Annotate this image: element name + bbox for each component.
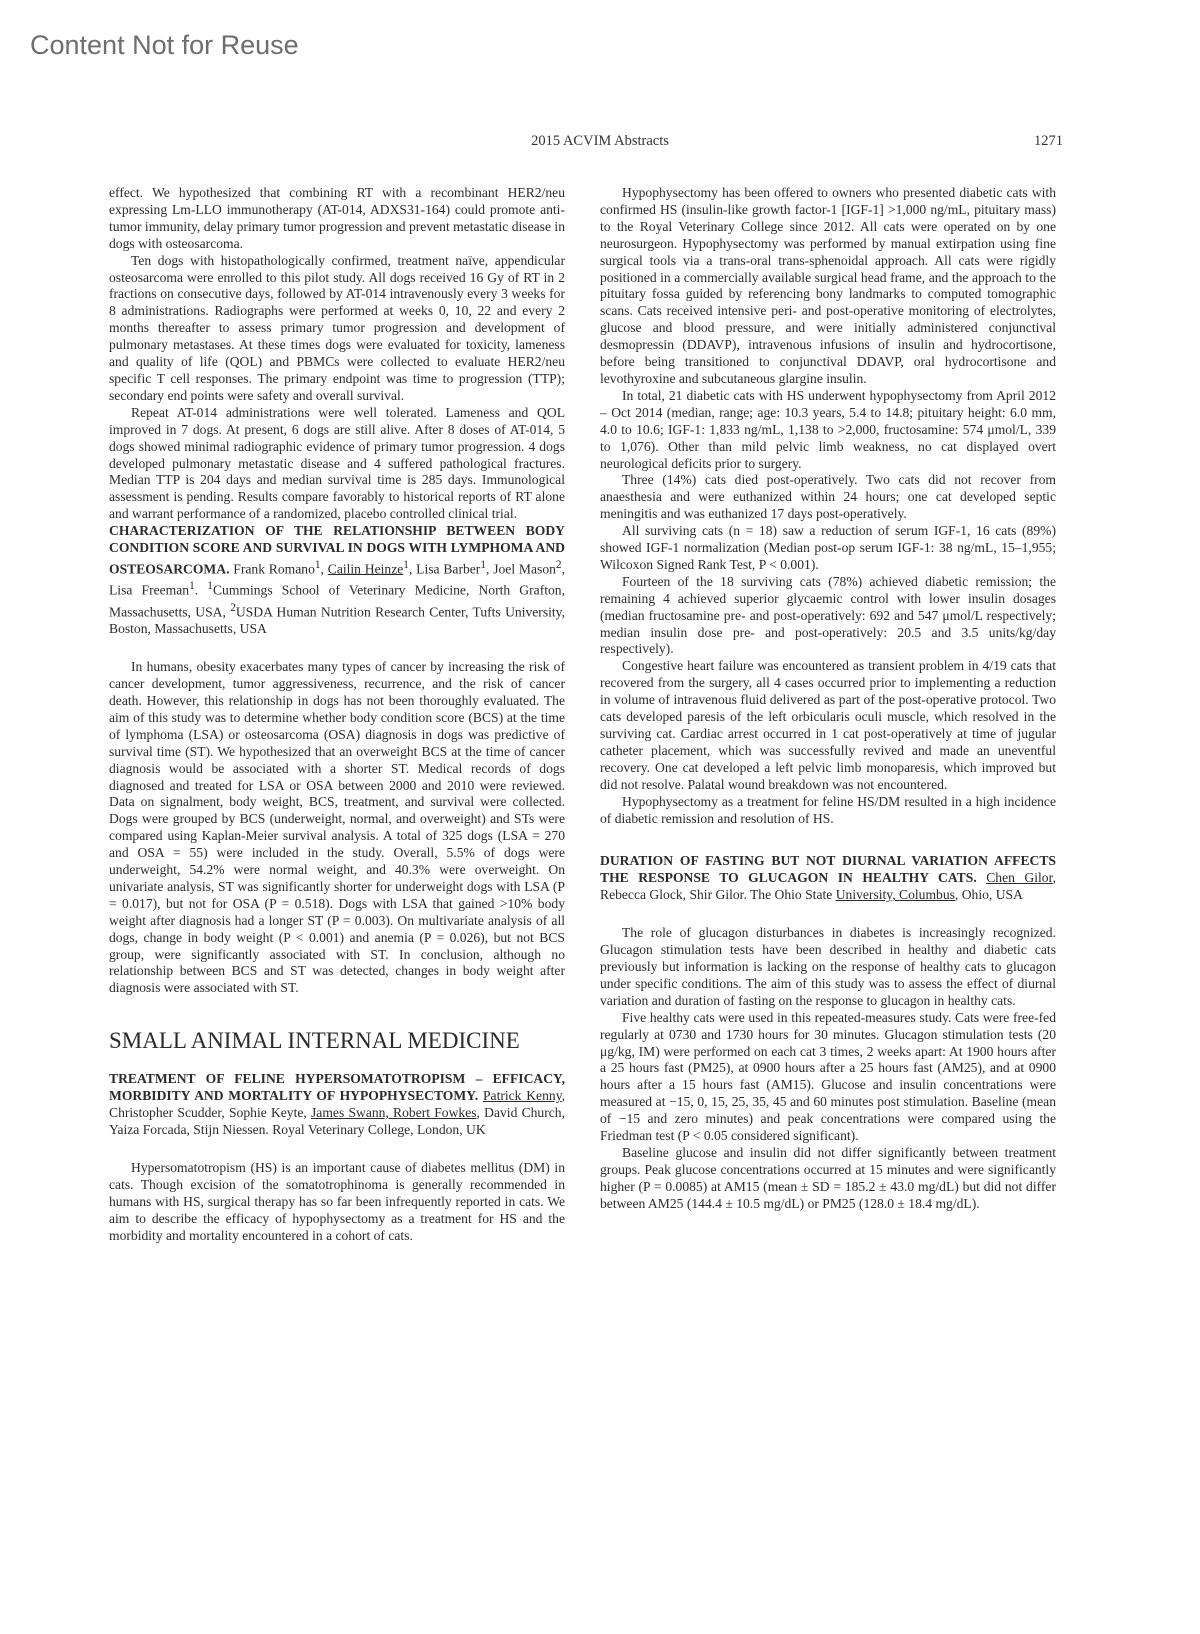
paragraph: All surviving cats (n = 18) saw a reduction of serum IGF-1, 16 cats (89%) showed IGF-1 normalization (Median post-op serum IGF-1: 38 ng/mL, 15–1,955; Wilcoxon Signed Rank Test, P < 0.001). [600,523,1056,572]
paragraph: In humans, obesity exacerbates many types of cancer by increasing the risk of cancer development, tumor aggressiveness, recurrence, and the risk of cancer death. However, this relationship in dogs has not been thoroughly evaluated. The aim of this study was to determine whether body condition score (BCS) at the time of lymphoma (LSA) or osteosarcoma (OSA) diagnosis in dogs was predictive of survival time (ST). We hypothesized that an overweight BCS at the time of cancer diagnosis would be associated with a shorter ST. Medical records of dogs diagnosed and treated for LSA or OSA between 2000 and 2010 were reviewed. Data on signalment, body weight, BCS, treatment, and survival were collected. Dogs were grouped by BCS (underweight, normal, and overweight) and STs were compared using Kaplan-Meier survival analysis. A total of 325 dogs (LSA = 270 and OSA = 55) were included in the study. Overall, 5.5% of dogs were underweight, 54.2% were normal weight, and 40.3% were overweight. On univariate analysis, ST was significantly shorter for underweight dogs with LSA (P = 0.017), but not for OSA (P = 0.518). Dogs with LSA that gained >10% body weight after diagnosis had a longer ST (P = 0.003). On multivariate analysis of all dogs, change in body weight (P < 0.001) and anemia (P = 0.026), but not BCS group, were significantly associated with ST. In conclusion, although no relationship between BCS and ST was detected, changes in body weight after diagnosis were associated with ST. [109,659,565,996]
abstract-title: TREATMENT OF FELINE HYPERSOMATOTROPISM – EFFICACY, MORBIDITY AND MORTALITY OF HYPOPHYSECTOMY. [109,1071,565,1104]
author: James Swann, Robert Fowkes [311,1105,477,1121]
author: Frank Romano [233,561,315,577]
abstract-title: DURATION OF FASTING BUT NOT DIURNAL VARIATION AFFECTS THE RESPONSE TO GLUCAGON IN HEALTHY CATS. [600,853,1056,886]
presenting-author: Chen Gilor [986,870,1053,886]
affiliation-marker: 1 [403,558,409,571]
affiliation: University, Columbus [835,887,955,903]
page-number: 1271 [1034,133,1063,149]
paragraph: Five healthy cats were used in this repeated-measures study. Cats were free-fed regularly at 0730 and 1730 hours for 30 minutes. Glucagon stimulation tests (20 μg/kg, IM) were performed on each cat 3 times, 2 weeks apart: At 1900 hours after a 25 hours fast (PM25), at 0900 hours after a 25 hours fast (AM25), and at 0900 hours after a 15 hours fast (AM15). Glucose and insulin concentrations were measured at −15, 0, 15, 25, 35, 45 and 60 minutes post stimulation. Baseline (mean of −15 and zero minutes) and peak concentrations were compared using the Friedman test (P < 0.05 considered significant). [600,1009,1056,1144]
paragraph: Baseline glucose and insulin did not differ significantly between treatment groups. Peak glucose concentrations occurred at 15 minutes and were significantly higher (P = 0.0085) at AM15 (mean ± SD = 185.2 ± 43.0 mg/dL) but did not differ between AM25 (144.4 ± 10.5 mg/dL) or PM25 (128.0 ± 18.4 mg/dL). [600,1144,1056,1211]
paragraph: Repeat AT-014 administrations were well tolerated. Lameness and QOL improved in 7 dogs. At present, 6 dogs are still alive. After 8 doses of AT-014, 5 dogs showed minimal radiographic evidence of primary tumor progression. 4 dogs developed pulmonary metastatic disease and 4 suffered pathological fractures. Median TTP is 204 days and median survival time is 285 days. Immunological assessment is pending. Results compare favorably to historical reports of RT alone and warrant performance of a randomized, placebo controlled clinical trial. [109,404,565,522]
paragraph: The role of glucagon disturbances in diabetes is increasingly recognized. Glucagon stimulation tests have been described in healthy and diabetic cats previously but information is lacking on the response of healthy cats to glucagon under specific conditions. The aim of this study was to assess the effect of diurnal variation and duration of fasting on the response to glucagon in healthy cats. [600,925,1056,1008]
author: , Christopher Scudder, Sophie Keyte, [109,1088,566,1121]
watermark: Content Not for Reuse [30,30,299,60]
paragraph: Hypophysectomy as a treatment for feline HS/DM resulted in a high incidence of diabetic remission and resolution of HS. [600,793,1056,826]
paragraph: In total, 21 diabetic cats with HS underwent hypophysectomy from April 2012 – Oct 2014 (median, range; age: 10.3 years, 5.4 to 14.8; pituitary height: 6.0 mm, 4.0 to 10.6; IGF-1: 1,833 ng/mL, 1,138 to >2,000, fructosamine: 574 μmol/L, 339 to 1,076). Other than mild pelvic limb weakness, no cat displayed overt neurological deficits prior to surgery. [600,387,1056,471]
abstract-title: CHARACTERIZATION OF THE RELATIONSHIP BETWEEN BODY CONDITION SCORE AND SURVIVAL IN DOGS WITH LYMPHOMA AND OSTEOSARCOMA. [109,523,565,577]
affiliation-marker: 1 [314,558,321,571]
paragraph: Fourteen of the 18 surviving cats (78%) achieved diabetic remission; the remaining 4 achieved superior glycaemic control with lower insulin dosages (median fructosamine pre- and post-operatively: 692 and 547 μmol/L respectively; median insulin dose pre- and post-operatively: 20.5 and 3.5 units/kg/day respectively). [600,573,1056,657]
section-heading: SMALL ANIMAL INTERNAL MEDICINE [109,1028,520,1054]
paragraph: Hypersomatotropism (HS) is an important cause of diabetes mellitus (DM) in cats. Though excision of the somatotrophinoma is generally recommended in humans with HS, surgical therapy has so far been infrequently reported in cats. We aim to describe the efficacy of hypophysectomy as a treatment for HS and the morbidity and mortality encountered in a cohort of cats. [109,1159,565,1243]
paragraph: Three (14%) cats died post-operatively. Two cats did not recover from anaesthesia and were euthanized within 24 hours; one cat developed septic meningitis and was euthanized 17 days post-operatively. [600,472,1056,522]
author: , Rebecca Glock, Shir Gilor. The Ohio State [600,870,1056,903]
affiliation-marker: 1 [480,558,487,571]
abstract-heading [109,1071,565,1139]
affiliation-marker: 2 [555,558,562,571]
left-column [109,185,565,1244]
paragraph: Congestive heart failure was encountered as transient problem in 4/19 cats that recovered from the surgery, all 4 cases occurred prior to implementing a reduction in volume of intravenous fluid delivered as part of the post-operative protocol. Two cats developed paresis of the left orbicularis oculi muscle, which resolved in the surviving cat. Cardiac arrest occurred in 1 cat post-operatively at time of jugular catheter placement, which was successfully revived and made an uneventful recovery. One cat developed a left pelvic limb monoparesis, which improved but did not resolve. Palatal wound breakdown was not encountered. [600,658,1056,792]
paragraph: Ten dogs with histopathologically confirmed, treatment naïve, appendicular osteosarcoma were enrolled to this pilot study. All dogs received 16 Gy of RT in 2 fractions on consecutive days, followed by AT-014 intravenously every 3 weeks for 8 administrations. Radiographs were performed at weeks 0, 10, 22 and every 2 months thereafter to assess primary tumor progression and development of pulmonary metastases. At these times dogs were evaluated for toxicity, lameness and quality of life (QOL) and PBMCs were collected to evaluate HER2/neu specific T cell responses. The primary endpoint was time to progression (TTP); secondary end points were safety and overall survival. [109,252,565,403]
abstract-heading: CHARACTERIZATION OF THE RELATIONSHIP BETWEEN BODY CONDITION SCORE AND SURVIVAL IN DOGS WITH LYMPHOMA AND OSTEOSARCOMA. Frank Romano$^1$, Cailin Heinze$^1$, Lisa Barber$^1$, Joel Mason$^2$, Lisa Freeman$^1$. $^1$Cummings School of Veterinary Medicine, North Grafton, Massachusetts, USA, $^2$USDA Human Nutrition Research Center, Tufts University, Boston, Massachusetts, USA [109,523,565,637]
right-column [600,185,1056,1213]
paragraph: Hypophysectomy has been offered to owners who presented diabetic cats with confirmed HS (insulin-like growth factor-1 [IGF-1] >1,000 ng/mL, pituitary mass) to the Royal Veterinary College since 2012. All cats were operated on by one neurosurgeon. Hypophysectomy was performed by manual extirpation using fine surgical tools via a trans-oral trans-sphenoidal approach. All cats were rigidly positioned in a commercially available surgical head frame, and the approach to the pituitary fossa guided by referencing bony landmarks to computed tomographic scans. Cats received intensive peri- and post-operative monitoring of electrolytes, glucose and blood pressure, and were initially administered conjunctival desmopressin (DDAVP), intravenous infusions of insulin and hydrocortisone, before being transitioned to conjunctival DDAVP, oral hydrocortisone and levothyroxine and subcutaneous glargine insulin. [600,185,1056,386]
abstract-heading [600,853,1056,904]
journal-title: 2015 ACVIM Abstracts [531,133,669,149]
author: , Joel Mason [486,561,556,577]
paragraph: effect. We hypothesized that combining RT with a recombinant HER2/neu expressing Lm-LLO immunotherapy (AT-014, ADXS31-164) could promote anti-tumor immunity, delay primary tumor progression and prevent metastatic disease in dogs with osteosarcoma. [109,185,565,251]
affiliation-marker: 1 [189,580,195,593]
author: , David Church, Yaiza Forcada, Stijn Niessen. Royal Veterinary College, London, UK [109,1105,565,1137]
affiliation-marker: 1 [207,580,213,593]
author: , Lisa Freeman [109,561,565,598]
affiliation: , Ohio, USA [954,887,1023,903]
affiliation: Cummings School of Veterinary Medicine, North Grafton, Massachusetts, USA, [109,582,565,620]
affiliation-marker: 2 [230,601,236,614]
presenting-author: Patrick Kenny [482,1088,562,1104]
author: , Lisa Barber [408,561,481,577]
presenting-author: Cailin Heinze [327,561,404,577]
affiliation: USDA Human Nutrition Research Center, Tufts University, Boston, Massachusetts, USA [109,604,565,637]
